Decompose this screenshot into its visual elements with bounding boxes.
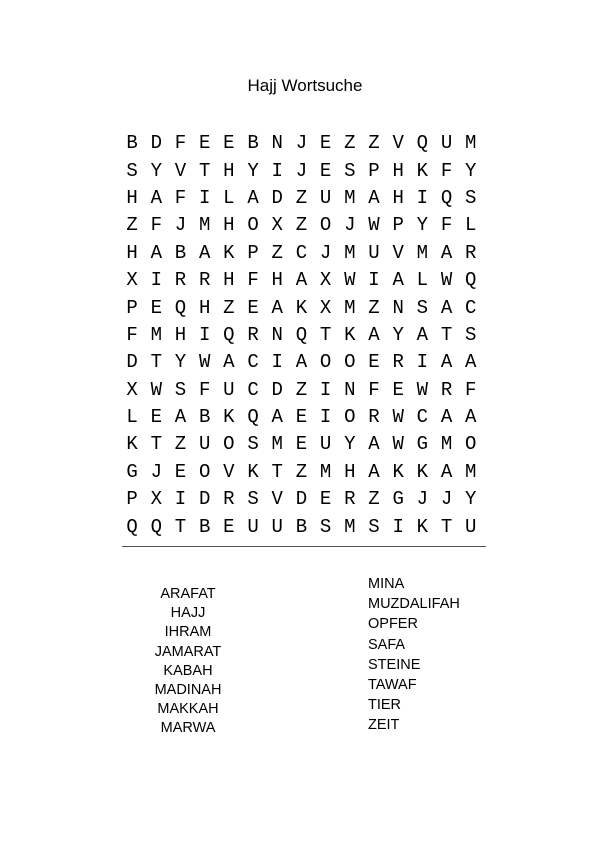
grid-divider xyxy=(122,546,486,547)
grid-cell: A xyxy=(368,433,380,456)
grid-cell: Y xyxy=(247,159,259,182)
grid-cell: I xyxy=(198,323,211,346)
grid-cell: P xyxy=(126,296,138,319)
grid-cell: E xyxy=(295,406,308,429)
grid-row xyxy=(120,486,488,513)
grid-cell: M xyxy=(271,433,283,456)
grid-cell: X xyxy=(319,296,332,319)
grid-cell: M xyxy=(198,214,211,237)
grid-cell: Y xyxy=(174,351,187,374)
grid-cell: A xyxy=(440,351,453,374)
grid-cell: M xyxy=(465,132,477,155)
grid-cell: C xyxy=(247,351,259,374)
grid-cell: Z xyxy=(295,378,308,401)
grid-cell: M xyxy=(416,241,429,264)
grid-cell: S xyxy=(416,296,429,319)
word-list-item: TAWAF xyxy=(368,677,417,694)
grid-cell: R xyxy=(223,488,235,511)
grid-cell: I xyxy=(150,269,162,292)
grid-cell: T xyxy=(174,515,187,538)
grid-cell: A xyxy=(150,186,162,209)
grid-cell: A xyxy=(368,323,380,346)
word-list-item: MUZDALIFAH xyxy=(368,596,460,613)
grid-cell: M xyxy=(319,460,332,483)
grid-cell: I xyxy=(368,269,380,292)
grid-cell: Q xyxy=(416,132,429,155)
grid-cell: M xyxy=(150,323,162,346)
grid-cell: U xyxy=(319,433,332,456)
grid-cell: Z xyxy=(344,132,356,155)
grid-cell: A xyxy=(440,460,453,483)
grid-cell: O xyxy=(465,433,477,456)
grid-cell: U xyxy=(440,132,453,155)
grid-cell: H xyxy=(198,296,211,319)
grid-row xyxy=(120,322,488,349)
grid-cell: G xyxy=(416,433,429,456)
grid-cell: H xyxy=(344,460,356,483)
grid-cell: F xyxy=(198,378,211,401)
grid-cell: A xyxy=(271,406,283,429)
grid-cell: C xyxy=(416,406,429,429)
grid-cell: R xyxy=(174,269,187,292)
grid-cell: O xyxy=(223,433,235,456)
grid-row xyxy=(120,404,488,431)
grid-cell: V xyxy=(392,241,404,264)
grid-cell: H xyxy=(174,323,187,346)
word-list-item: TIER xyxy=(368,697,402,714)
grid-cell: U xyxy=(465,515,477,538)
grid-cell: D xyxy=(126,351,138,374)
grid-cell: D xyxy=(271,378,283,401)
grid-cell: S xyxy=(465,323,477,346)
word-list-item: OPFER xyxy=(368,616,418,633)
grid-cell: Y xyxy=(465,159,477,182)
grid-cell: F xyxy=(174,186,187,209)
grid-cell: S xyxy=(247,488,259,511)
word-list-item: ARAFAT xyxy=(160,586,216,602)
grid-cell: J xyxy=(344,214,356,237)
grid-row xyxy=(120,349,488,376)
grid-cell: O xyxy=(247,214,259,237)
grid-cell: J xyxy=(295,132,308,155)
grid-cell: T xyxy=(440,515,453,538)
grid-cell: G xyxy=(126,460,138,483)
grid-cell: A xyxy=(247,186,259,209)
word-list-item: JAMARAT xyxy=(154,643,222,660)
grid-row xyxy=(120,240,488,267)
grid-cell: I xyxy=(271,351,283,374)
grid-cell: F xyxy=(174,132,187,155)
grid-cell: N xyxy=(344,378,356,401)
word-list-item: MARWA xyxy=(160,720,216,737)
grid-cell: A xyxy=(392,269,404,292)
grid-cell: E xyxy=(319,159,332,182)
grid-row xyxy=(120,130,488,157)
grid-cell: P xyxy=(247,241,259,264)
grid-cell: R xyxy=(247,323,259,346)
grid-cell: E xyxy=(247,296,259,319)
grid-cell: V xyxy=(174,159,187,182)
grid-cell: Z xyxy=(295,186,308,209)
grid-cell: A xyxy=(271,296,283,319)
grid-cell: H xyxy=(126,241,138,264)
grid-cell: T xyxy=(440,323,453,346)
grid-cell: A xyxy=(295,351,308,374)
word-list-item: MADINAH xyxy=(154,682,222,699)
grid-cell: O xyxy=(198,460,211,483)
grid-cell: Q xyxy=(150,515,162,538)
grid-cell: U xyxy=(368,241,380,264)
grid-cell: X xyxy=(271,214,283,237)
grid-cell: H xyxy=(392,159,404,182)
word-list-item: IHRAM xyxy=(164,624,212,641)
grid-cell: E xyxy=(295,433,308,456)
grid-cell: B xyxy=(295,515,308,538)
grid-cell: R xyxy=(440,378,453,401)
grid-cell: R xyxy=(465,241,477,264)
grid-cell: E xyxy=(319,488,332,511)
grid-cell: V xyxy=(271,488,283,511)
grid-cell: A xyxy=(440,296,453,319)
grid-cell: B xyxy=(174,241,187,264)
grid-cell: R xyxy=(344,488,356,511)
grid-cell: Z xyxy=(126,214,138,237)
word-list-item: ZEIT xyxy=(368,717,400,734)
grid-cell: I xyxy=(319,378,332,401)
grid-cell: S xyxy=(368,515,380,538)
grid-cell: Q xyxy=(174,296,187,319)
grid-cell: Z xyxy=(295,460,308,483)
grid-cell: K xyxy=(416,460,429,483)
grid-cell: R xyxy=(392,351,404,374)
grid-cell: Q xyxy=(247,406,259,429)
grid-cell: F xyxy=(126,323,138,346)
grid-cell: A xyxy=(416,323,429,346)
grid-cell: I xyxy=(198,186,211,209)
word-list-item: MINA xyxy=(368,576,405,592)
grid-cell: Q xyxy=(223,323,235,346)
grid-cell: A xyxy=(368,460,380,483)
grid-cell: K xyxy=(416,515,429,538)
grid-cell: Y xyxy=(416,214,429,237)
grid-cell: B xyxy=(126,132,138,155)
grid-cell: N xyxy=(271,132,283,155)
grid-cell: R xyxy=(198,269,211,292)
grid-cell: P xyxy=(126,488,138,511)
grid-cell: F xyxy=(368,378,380,401)
grid-cell: H xyxy=(223,159,235,182)
grid-cell: Z xyxy=(368,488,380,511)
grid-cell: I xyxy=(392,515,404,538)
grid-cell: Y xyxy=(344,433,356,456)
grid-cell: W xyxy=(392,406,404,429)
grid-cell: O xyxy=(344,351,356,374)
grid-cell: C xyxy=(295,241,308,264)
grid-cell: T xyxy=(271,460,283,483)
grid-cell: E xyxy=(223,515,235,538)
grid-cell: E xyxy=(150,406,162,429)
grid-cell: S xyxy=(319,515,332,538)
letter-grid xyxy=(120,130,488,541)
grid-cell: B xyxy=(198,406,211,429)
grid-cell: L xyxy=(465,214,477,237)
grid-cell: J xyxy=(295,159,308,182)
grid-cell: Z xyxy=(368,132,380,155)
grid-row xyxy=(120,157,488,184)
grid-cell: O xyxy=(344,406,356,429)
word-list-right xyxy=(368,574,488,736)
grid-cell: Y xyxy=(150,159,162,182)
grid-cell: M xyxy=(344,186,356,209)
grid-cell: I xyxy=(416,186,429,209)
grid-cell: A xyxy=(295,269,308,292)
grid-cell: N xyxy=(271,323,283,346)
grid-cell: Z xyxy=(223,296,235,319)
grid-cell: C xyxy=(247,378,259,401)
grid-cell: J xyxy=(416,488,429,511)
grid-cell: P xyxy=(392,214,404,237)
grid-cell: T xyxy=(150,433,162,456)
grid-cell: Q xyxy=(465,269,477,292)
word-list-left xyxy=(128,585,248,739)
grid-cell: S xyxy=(126,159,138,182)
grid-cell: T xyxy=(319,323,332,346)
grid-row xyxy=(120,459,488,486)
grid-cell: A xyxy=(150,241,162,264)
grid-cell: A xyxy=(198,241,211,264)
grid-cell: Y xyxy=(392,323,404,346)
grid-cell: W xyxy=(344,269,356,292)
page-title: Hajj Wortsuche xyxy=(247,76,363,95)
grid-cell: U xyxy=(247,515,259,538)
grid-cell: Y xyxy=(465,488,477,511)
grid-cell: A xyxy=(440,406,453,429)
word-list-item: KABAH xyxy=(163,662,213,679)
grid-cell: X xyxy=(126,378,138,401)
grid-cell: D xyxy=(271,186,283,209)
word-list-item: SAFA xyxy=(368,636,406,653)
grid-cell: U xyxy=(223,378,235,401)
grid-cell: X xyxy=(319,269,332,292)
grid-row xyxy=(120,212,488,239)
grid-cell: L xyxy=(223,186,235,209)
grid-cell: F xyxy=(465,378,477,401)
grid-cell: M xyxy=(344,296,356,319)
grid-row xyxy=(120,267,488,294)
grid-cell: M xyxy=(440,433,453,456)
grid-cell: E xyxy=(319,132,332,155)
grid-cell: S xyxy=(344,159,356,182)
grid-cell: W xyxy=(368,214,380,237)
grid-cell: E xyxy=(223,132,235,155)
grid-cell: U xyxy=(319,186,332,209)
grid-cell: J xyxy=(174,214,187,237)
grid-cell: W xyxy=(198,351,211,374)
grid-cell: I xyxy=(319,406,332,429)
grid-cell: S xyxy=(174,378,187,401)
word-list-item: HAJJ xyxy=(170,605,206,622)
grid-cell: A xyxy=(440,241,453,264)
grid-cell: J xyxy=(150,460,162,483)
grid-cell: I xyxy=(271,159,283,182)
word-list-item: STEINE xyxy=(368,656,421,673)
grid-cell: V xyxy=(223,460,235,483)
grid-cell: E xyxy=(392,378,404,401)
grid-row xyxy=(120,185,488,212)
grid-cell: S xyxy=(247,433,259,456)
grid-cell: E xyxy=(150,296,162,319)
grid-cell: K xyxy=(295,296,308,319)
grid-cell: W xyxy=(150,378,162,401)
grid-cell: A xyxy=(223,351,235,374)
grid-cell: B xyxy=(247,132,259,155)
grid-row xyxy=(120,513,488,540)
grid-cell: O xyxy=(319,351,332,374)
grid-cell: A xyxy=(465,351,477,374)
grid-cell: T xyxy=(150,351,162,374)
grid-cell: U xyxy=(271,515,283,538)
grid-cell: H xyxy=(223,214,235,237)
grid-cell: B xyxy=(198,515,211,538)
grid-cell: Z xyxy=(174,433,187,456)
grid-cell: V xyxy=(392,132,404,155)
grid-row xyxy=(120,431,488,458)
grid-cell: E xyxy=(198,132,211,155)
grid-cell: M xyxy=(344,515,356,538)
grid-cell: N xyxy=(392,296,404,319)
grid-cell: P xyxy=(368,159,380,182)
grid-cell: J xyxy=(319,241,332,264)
grid-cell: K xyxy=(223,241,235,264)
grid-cell: T xyxy=(198,159,211,182)
grid-cell: D xyxy=(150,132,162,155)
grid-cell: K xyxy=(223,406,235,429)
grid-cell: D xyxy=(198,488,211,511)
grid-row xyxy=(120,377,488,404)
grid-cell: Z xyxy=(295,214,308,237)
grid-cell: F xyxy=(150,214,162,237)
grid-cell: F xyxy=(440,214,453,237)
grid-cell: A xyxy=(368,186,380,209)
grid-cell: D xyxy=(295,488,308,511)
grid-cell: I xyxy=(174,488,187,511)
grid-cell: H xyxy=(126,186,138,209)
grid-cell: H xyxy=(392,186,404,209)
grid-cell: O xyxy=(319,214,332,237)
grid-cell: H xyxy=(271,269,283,292)
grid-cell: H xyxy=(223,269,235,292)
grid-cell: G xyxy=(392,488,404,511)
grid-cell: X xyxy=(150,488,162,511)
grid-cell: A xyxy=(174,406,187,429)
grid-cell: Z xyxy=(368,296,380,319)
grid-cell: X xyxy=(126,269,138,292)
grid-cell: E xyxy=(368,351,380,374)
grid-cell: I xyxy=(416,351,429,374)
grid-cell: R xyxy=(368,406,380,429)
word-list-item: MAKKAH xyxy=(157,701,219,718)
grid-cell: W xyxy=(416,378,429,401)
grid-cell: Q xyxy=(440,186,453,209)
grid-cell: F xyxy=(440,159,453,182)
grid-cell: E xyxy=(174,460,187,483)
grid-cell: J xyxy=(440,488,453,511)
grid-cell: M xyxy=(344,241,356,264)
grid-cell: M xyxy=(465,460,477,483)
grid-cell: W xyxy=(392,433,404,456)
grid-cell: A xyxy=(465,406,477,429)
grid-cell: Z xyxy=(271,241,283,264)
grid-cell: L xyxy=(416,269,429,292)
grid-cell: K xyxy=(392,460,404,483)
grid-cell: F xyxy=(247,269,259,292)
grid-cell: K xyxy=(416,159,429,182)
grid-row xyxy=(120,294,488,321)
grid-cell: L xyxy=(126,406,138,429)
grid-cell: K xyxy=(247,460,259,483)
grid-cell: S xyxy=(465,186,477,209)
grid-cell: Q xyxy=(126,515,138,538)
grid-cell: U xyxy=(198,433,211,456)
grid-cell: C xyxy=(465,296,477,319)
grid-cell: Q xyxy=(295,323,308,346)
grid-cell: W xyxy=(440,269,453,292)
grid-cell: K xyxy=(344,323,356,346)
grid-cell: K xyxy=(126,433,138,456)
